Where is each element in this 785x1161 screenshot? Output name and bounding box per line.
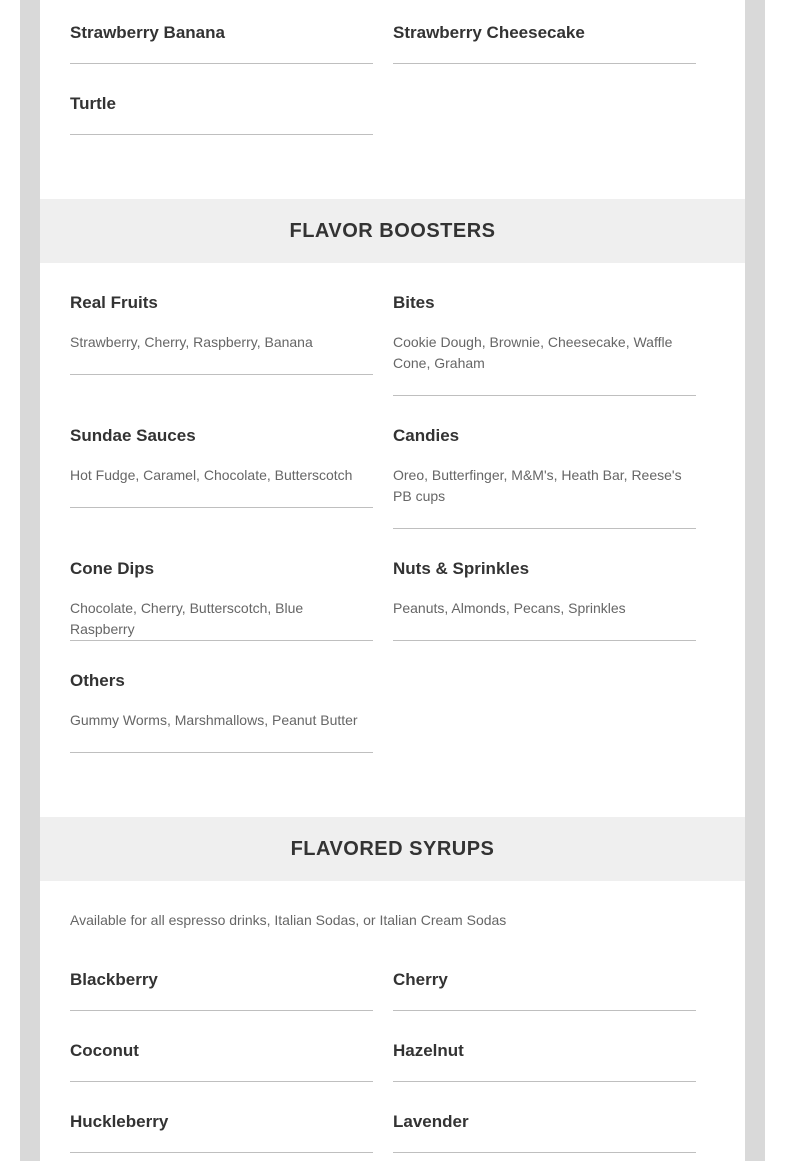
item-name: Blackberry [70,970,158,989]
item-description: Cookie Dough, Brownie, Cheesecake, Waffle Cone, Graham [393,334,673,371]
section-title: FLAVOR BOOSTERS [289,219,496,242]
menu-item [393,22,696,64]
item-name: Turtle [70,94,116,113]
item-name: Hazelnut [393,1041,464,1060]
menu-item [70,1111,373,1153]
flavor-boosters-header [40,199,745,263]
item-description: Strawberry, Cherry, Raspberry, Banana [70,334,313,350]
item-name: Lavender [393,1112,469,1131]
syrups-intro: Available for all espresso drinks, Italian Sodas, or Italian Cream Sodas [70,912,507,928]
item-description: Gummy Worms, Marshmallows, Peanut Butter [70,712,358,728]
item-description: Oreo, Butterfinger, M&M's, Heath Bar, Reese's PB cups [393,467,682,504]
menu-item [70,1040,373,1082]
item-name: Candies [393,426,460,445]
item-name: Coconut [70,1041,139,1060]
section-title: FLAVORED SYRUPS [290,837,495,860]
menu-item [393,1040,696,1082]
menu-item [393,425,696,529]
item-name: Cone Dips [70,559,155,578]
menu-item [393,969,696,1011]
menu-item [393,1111,696,1153]
menu-item [393,558,696,641]
item-description: Peanuts, Almonds, Pecans, Sprinkles [393,600,626,616]
menu-item [70,670,373,753]
menu-page [40,0,745,1161]
item-name: Strawberry Cheesecake [393,23,585,42]
item-name: Real Fruits [70,293,158,312]
flavored-syrups-header [40,817,745,881]
item-name: Bites [393,293,435,312]
menu-item [70,425,373,508]
item-name: Strawberry Banana [70,23,225,42]
menu-item [70,292,373,375]
item-name: Cherry [393,970,448,989]
menu-item [70,969,373,1011]
item-description: Chocolate, Cherry, Butterscotch, Blue Raspberry [70,600,304,637]
menu-item [70,22,373,64]
menu-item [393,292,696,396]
item-description: Hot Fudge, Caramel, Chocolate, Butterscotch [70,467,353,483]
item-name: Others [70,671,125,690]
item-name: Sundae Sauces [70,426,196,445]
menu-item [70,558,373,641]
item-name: Huckleberry [70,1112,169,1131]
item-name: Nuts & Sprinkles [393,559,530,578]
menu-item [70,93,373,135]
